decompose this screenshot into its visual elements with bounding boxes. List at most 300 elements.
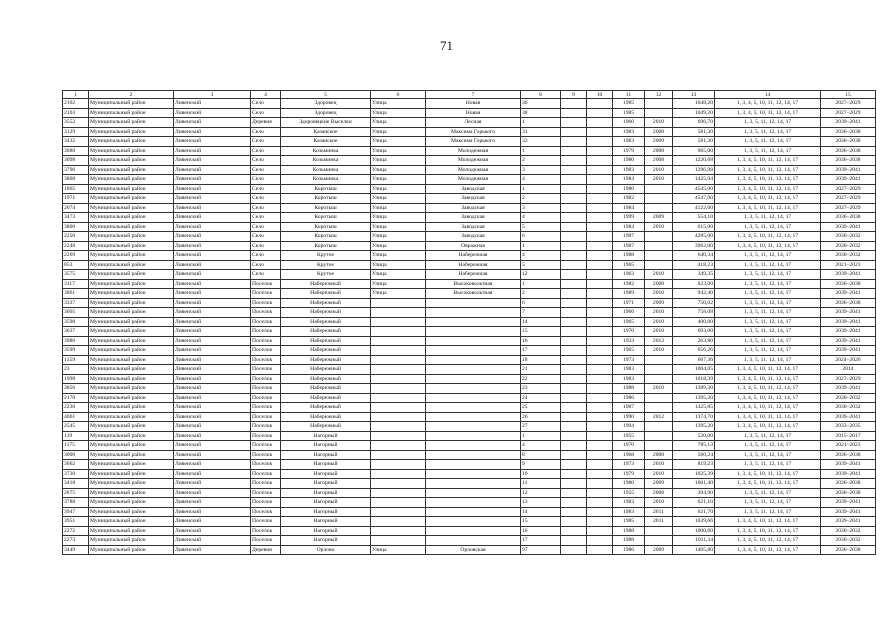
table-cell: Козьминка [281,165,371,175]
table-cell [561,384,587,394]
table-cell [371,422,426,432]
table-cell: 1, 3, 5, 11, 12, 14, 17 [715,431,821,441]
table-cell [371,469,426,479]
table-cell [561,479,587,489]
table-cell [371,298,426,308]
table-cell: 22 [521,374,561,384]
table-cell: Ливенский [174,251,251,261]
table-cell: 16 [521,336,561,346]
table-cell: 4 [521,251,561,261]
table-cell: 1, 3, 5, 11, 12, 14, 17 [715,498,821,508]
table-cell: Муниципальный район [89,479,174,489]
table-cell [561,469,587,479]
table-cell [645,422,673,432]
table-cell [371,317,426,327]
table-cell: 1979 [613,469,645,479]
table-cell: 1982 [613,279,645,289]
table-cell [587,241,613,251]
table-cell [371,536,426,546]
table-cell: 1955 [613,431,645,441]
table-cell: Набережный [281,298,371,308]
table-cell: 1955 [613,488,645,498]
table-row [63,203,876,213]
table-cell [561,507,587,517]
table-cell: Муниципальный район [89,213,174,223]
table-cell: 25 [521,403,561,413]
table-cell: 2272 [63,526,89,536]
column-header: 4 [251,91,281,99]
column-header: 13 [673,91,715,99]
table-cell: 1, 3, 5, 11, 12, 14, 17 [715,327,821,337]
table-cell: Село [251,146,281,156]
table-cell: Муниципальный район [89,355,174,365]
table-cell: Овражная [426,241,521,251]
table-cell: Поселок [251,336,281,346]
table-row [63,327,876,337]
table-cell: 2036–2038 [821,450,876,460]
table-cell [561,194,587,204]
table-cell: Ливенский [174,317,251,327]
table-cell [426,526,521,536]
table-cell: Ливенский [174,346,251,356]
table-cell [371,441,426,451]
table-cell [426,441,521,451]
table-cell: 3856 [63,384,89,394]
table-cell [371,327,426,337]
table-cell: 2030–2032 [821,241,876,251]
table-cell [426,403,521,413]
table-cell [561,488,587,498]
table-cell: Муниципальный район [89,203,174,213]
table-cell: 1965 [613,260,645,270]
table-cell: 3473 [63,213,89,223]
table-cell: 1982 [613,194,645,204]
table-cell: Поселок [251,346,281,356]
table-cell: Муниципальный район [89,289,174,299]
table-cell: 1984 [613,222,645,232]
table-cell [561,213,587,223]
table-cell: Муниципальный район [89,270,174,280]
table-cell: Поселок [251,507,281,517]
table-row [63,99,876,109]
table-cell: Набережный [281,336,371,346]
table-cell: 1, 3, 5, 11, 12, 14, 17 [715,488,821,498]
table-cell: Коротыш [281,232,371,242]
table-cell: 3117 [63,279,89,289]
table-cell: 3 [521,165,561,175]
table-cell: 1, 3, 4, 5, 10, 11, 12, 14, 17 [715,412,821,422]
table-cell: 2036–2038 [821,127,876,137]
table-cell [587,213,613,223]
table-cell: Муниципальный район [89,175,174,185]
table-cell: Муниципальный район [89,327,174,337]
table-cell: 2010 [645,118,673,128]
table-cell: 2036–2038 [821,279,876,289]
column-header: 10 [587,91,613,99]
table-cell: Поселок [251,488,281,498]
table-cell: Ливенский [174,241,251,251]
table-cell: Муниципальный район [89,241,174,251]
table-cell: 1983 [613,374,645,384]
table-cell [561,279,587,289]
table-cell [561,232,587,242]
table-cell: 1374,70 [673,412,715,422]
column-header: 12 [645,91,673,99]
table-cell: Улица [371,270,426,280]
table-cell: Ливенский [174,137,251,147]
table-cell: 520,00 [673,431,715,441]
table-cell: 1 [521,431,561,441]
table-cell: 1983 [613,127,645,137]
table-cell: Село [251,260,281,270]
table-cell: Заводская [426,203,521,213]
table-row [63,441,876,451]
table-cell [587,184,613,194]
table-cell: 2103 [63,108,89,118]
table-cell: Ливенский [174,460,251,470]
table-cell: 621,10 [673,498,715,508]
table-cell: 2010 [645,469,673,479]
table-cell [371,450,426,460]
table-cell: Муниципальный район [89,146,174,156]
table-cell: Ливенский [174,184,251,194]
table-cell [561,175,587,185]
column-header: 1 [63,91,89,99]
table-cell: 1973 [613,355,645,365]
table-cell: Поселок [251,308,281,318]
table-row [63,175,876,185]
table-cell: 2027–2029 [821,203,876,213]
table-cell: Улица [371,146,426,156]
table-cell: Муниципальный район [89,108,174,118]
table-cell: Поселок [251,517,281,527]
table-cell: 2008 [645,488,673,498]
table-cell: 2008 [645,450,673,460]
table-cell [426,412,521,422]
table-cell [371,498,426,508]
table-cell: 18 [521,355,561,365]
table-cell [561,108,587,118]
table-cell: 3432 [63,137,89,147]
table-cell [587,146,613,156]
table-cell: 1865 [63,184,89,194]
table-cell: 16 [521,526,561,536]
table-cell: 1, 3, 4, 5, 10, 11, 12, 14, 17 [715,99,821,109]
table-cell: Поселок [251,469,281,479]
table-cell: Муниципальный район [89,517,174,527]
table-cell: 3 [521,203,561,213]
table-cell: Заводская [426,194,521,204]
table-cell: 2236 [63,403,89,413]
table-cell [587,127,613,137]
table-row [63,422,876,432]
table-cell: 1989 [613,289,645,299]
table-cell: 1, 3, 4, 5, 10, 11, 12, 14, 17 [715,545,821,555]
table-cell: 1018,39 [673,374,715,384]
table-cell: 13 [521,498,561,508]
table-cell: 2010 [645,327,673,337]
table-cell: Поселок [251,498,281,508]
table-cell: 1 [521,279,561,289]
table-cell: 560,24 [673,450,715,460]
table-cell: 3951 [63,517,89,527]
table-cell: Ливенский [174,232,251,242]
table-cell: Муниципальный район [89,536,174,546]
table-cell: 2009 [645,137,673,147]
table-row [63,374,876,384]
table-cell: Поселок [251,431,281,441]
table-row [63,545,876,555]
table-cell: Нагорный [281,507,371,517]
table-cell [426,346,521,356]
table-cell: 623,00 [673,279,715,289]
table-cell [587,251,613,261]
table-cell [587,431,613,441]
table-cell: Набережный [281,374,371,384]
table-cell: Коротыш [281,203,371,213]
table-cell: Улица [371,108,426,118]
table-cell: 2008 [645,127,673,137]
table-cell: 1, 3, 5, 11, 12, 14, 17 [715,279,821,289]
table-cell: Ливенский [174,488,251,498]
table-cell: 1, 3, 4, 5, 10, 11, 12, 14, 17 [715,479,821,489]
table-cell: Улица [371,279,426,289]
table-cell: Максима Горького [426,137,521,147]
table-row [63,355,876,365]
table-cell: 2039–2041 [821,222,876,232]
table-cell [426,393,521,403]
table-cell: Здоровецкие Выселки [281,118,371,128]
table-cell: 2010 [645,289,673,299]
table-cell [587,374,613,384]
table-cell: 621,70 [673,507,715,517]
table-cell: Село [251,232,281,242]
table-row [63,156,876,166]
table-cell: 1, 3, 4, 5, 10, 11, 12, 14, 17 [715,184,821,194]
table-cell: Улица [371,99,426,109]
table-cell: 4 [521,213,561,223]
table-cell: 3598 [63,317,89,327]
table-cell [426,460,521,470]
table-cell: Ливенский [174,469,251,479]
table-cell: Нагорный [281,431,371,441]
table-cell [561,118,587,128]
table-cell: Нагорный [281,469,371,479]
table-cell: Поселок [251,422,281,432]
table-cell: 1, 3, 5, 11, 12, 14, 17 [715,355,821,365]
table-cell [426,431,521,441]
table-cell [587,479,613,489]
table-cell: Село [251,137,281,147]
table-cell: 1004,05 [673,365,715,375]
table-cell [645,241,673,251]
table-cell: Ливенский [174,270,251,280]
table-cell [371,374,426,384]
table-cell [587,536,613,546]
table-cell: 2036–2038 [821,545,876,555]
table-cell [587,175,613,185]
table-cell: Ливенский [174,355,251,365]
table-cell: 418,23 [673,260,715,270]
table-cell [645,232,673,242]
table-cell [561,184,587,194]
table-cell: Муниципальный район [89,137,174,147]
table-cell: 3552 [63,118,89,128]
table-cell [371,412,426,422]
table-cell [426,327,521,337]
table-cell: Заводская [426,222,521,232]
table-cell: Лесная [426,118,521,128]
table-cell: 1, 3, 4, 5, 10, 11, 12, 14, 17 [715,393,821,403]
table-cell: 2039–2041 [821,175,876,185]
table-cell: 4122,00 [673,203,715,213]
table-cell: 2010 [645,498,673,508]
table-cell: Крутое [281,260,371,270]
table-cell: 2039–2041 [821,469,876,479]
table-cell: 2170 [63,393,89,403]
table-row [63,127,876,137]
table-cell [587,327,613,337]
table-cell: 1970 [613,327,645,337]
table-cell: Набережная [426,251,521,261]
table-cell [371,365,426,375]
table-cell: Поселок [251,536,281,546]
table-cell: 1966 [613,308,645,318]
table-cell [561,156,587,166]
table-cell: Село [251,194,281,204]
table-row [63,479,876,489]
table-cell [587,222,613,232]
table-row [63,488,876,498]
table-cell: Муниципальный район [89,403,174,413]
table-cell: 2269 [63,251,89,261]
table-cell: 2036–2038 [821,213,876,223]
column-header: 3 [174,91,251,99]
table-row [63,507,876,517]
table-cell: Деревня [251,118,281,128]
page-number: 71 [440,38,453,53]
table-cell: 2012 [645,336,673,346]
table-cell: 12 [521,270,561,280]
table-cell: Ливенский [174,431,251,441]
table-cell: 758,08 [673,308,715,318]
table-cell: Муниципальный район [89,165,174,175]
table-cell: 1, 3, 5, 11, 12, 14, 17 [715,251,821,261]
table-cell: Нагорный [281,498,371,508]
table-cell: 2030–2032 [821,536,876,546]
table-cell: 2010 [645,270,673,280]
table-cell: Новая [426,108,521,118]
table-cell: Ливенский [174,260,251,270]
table-cell: 3098 [63,156,89,166]
table-cell [561,222,587,232]
table-cell: 1, 3, 4, 5, 10, 11, 12, 14, 17 [715,374,821,384]
table-cell [587,308,613,318]
table-cell: Поселок [251,289,281,299]
table-cell: 1970 [613,441,645,451]
table-cell: Ливенский [174,146,251,156]
table-cell: Новая [426,99,521,109]
table-cell: Село [251,213,281,223]
table-cell: 2010 [645,308,673,318]
table-cell: Ливенский [174,526,251,536]
table-cell: Улица [371,127,426,137]
table-cell: 1, 3, 5, 11, 12, 14, 17 [715,336,821,346]
table-cell: Село [251,99,281,109]
table-cell: 3808 [63,175,89,185]
table-row [63,213,876,223]
table-cell: Улица [371,165,426,175]
table-cell: 2039–2041 [821,412,876,422]
table-cell: 1965 [613,317,645,327]
table-cell: 1, 3, 4, 5, 10, 11, 12, 14, 17 [715,203,821,213]
table-cell: 3861 [63,289,89,299]
table-cell [426,536,521,546]
table-cell: 1983 [613,165,645,175]
table-cell: 2039–2041 [821,165,876,175]
column-header: 5 [281,91,371,99]
table-cell: 1, 3, 4, 5, 10, 11, 12, 14, 17 [715,175,821,185]
table-cell: 785,13 [673,441,715,451]
table-cell: 581,30 [673,127,715,137]
table-cell: 1983 [613,498,645,508]
table-cell: 2012 [645,412,673,422]
table-row [63,393,876,403]
table-cell: 2039–2041 [821,270,876,280]
table-cell: Муниципальный район [89,422,174,432]
table-cell [561,327,587,337]
table-cell [587,412,613,422]
table-cell: Улица [371,241,426,251]
table-cell: Муниципальный район [89,393,174,403]
table-cell: Ливенский [174,308,251,318]
table-cell: 1971 [63,194,89,204]
table-cell: 97 [521,545,561,555]
table-cell: Ливенский [174,118,251,128]
table-cell: Ливенский [174,441,251,451]
table-cell: Здоровец [281,108,371,118]
table-cell [561,460,587,470]
table-cell: Максима Горького [426,127,521,137]
table-cell: 4547,00 [673,194,715,204]
table-cell: 1987 [613,403,645,413]
table-cell: 1, 3, 4, 5, 10, 11, 12, 14, 17 [715,165,821,175]
table-cell: Ливенский [174,127,251,137]
table-row [63,260,876,270]
table-cell: Муниципальный район [89,194,174,204]
table-cell: Набережная [426,270,521,280]
table-cell: 2039–2041 [821,517,876,527]
table-cell: 1405,80 [673,545,715,555]
table-cell: Ливенский [174,108,251,118]
table-cell: 2039–2041 [821,289,876,299]
table-cell: 1988 [613,384,645,394]
table-cell: Набережный [281,289,371,299]
table-cell [645,194,673,204]
table-cell: Улица [371,251,426,261]
table-cell: 1968 [613,450,645,460]
table-cell [587,460,613,470]
table-cell [426,450,521,460]
table-cell [561,441,587,451]
table-cell: 3730 [63,469,89,479]
table-cell: Муниципальный район [89,346,174,356]
table-cell: 3800 [63,222,89,232]
table-cell: Нагорный [281,441,371,451]
table-cell: 3947 [63,507,89,517]
table-cell: 1985 [613,108,645,118]
table-cell: 119 [63,431,89,441]
